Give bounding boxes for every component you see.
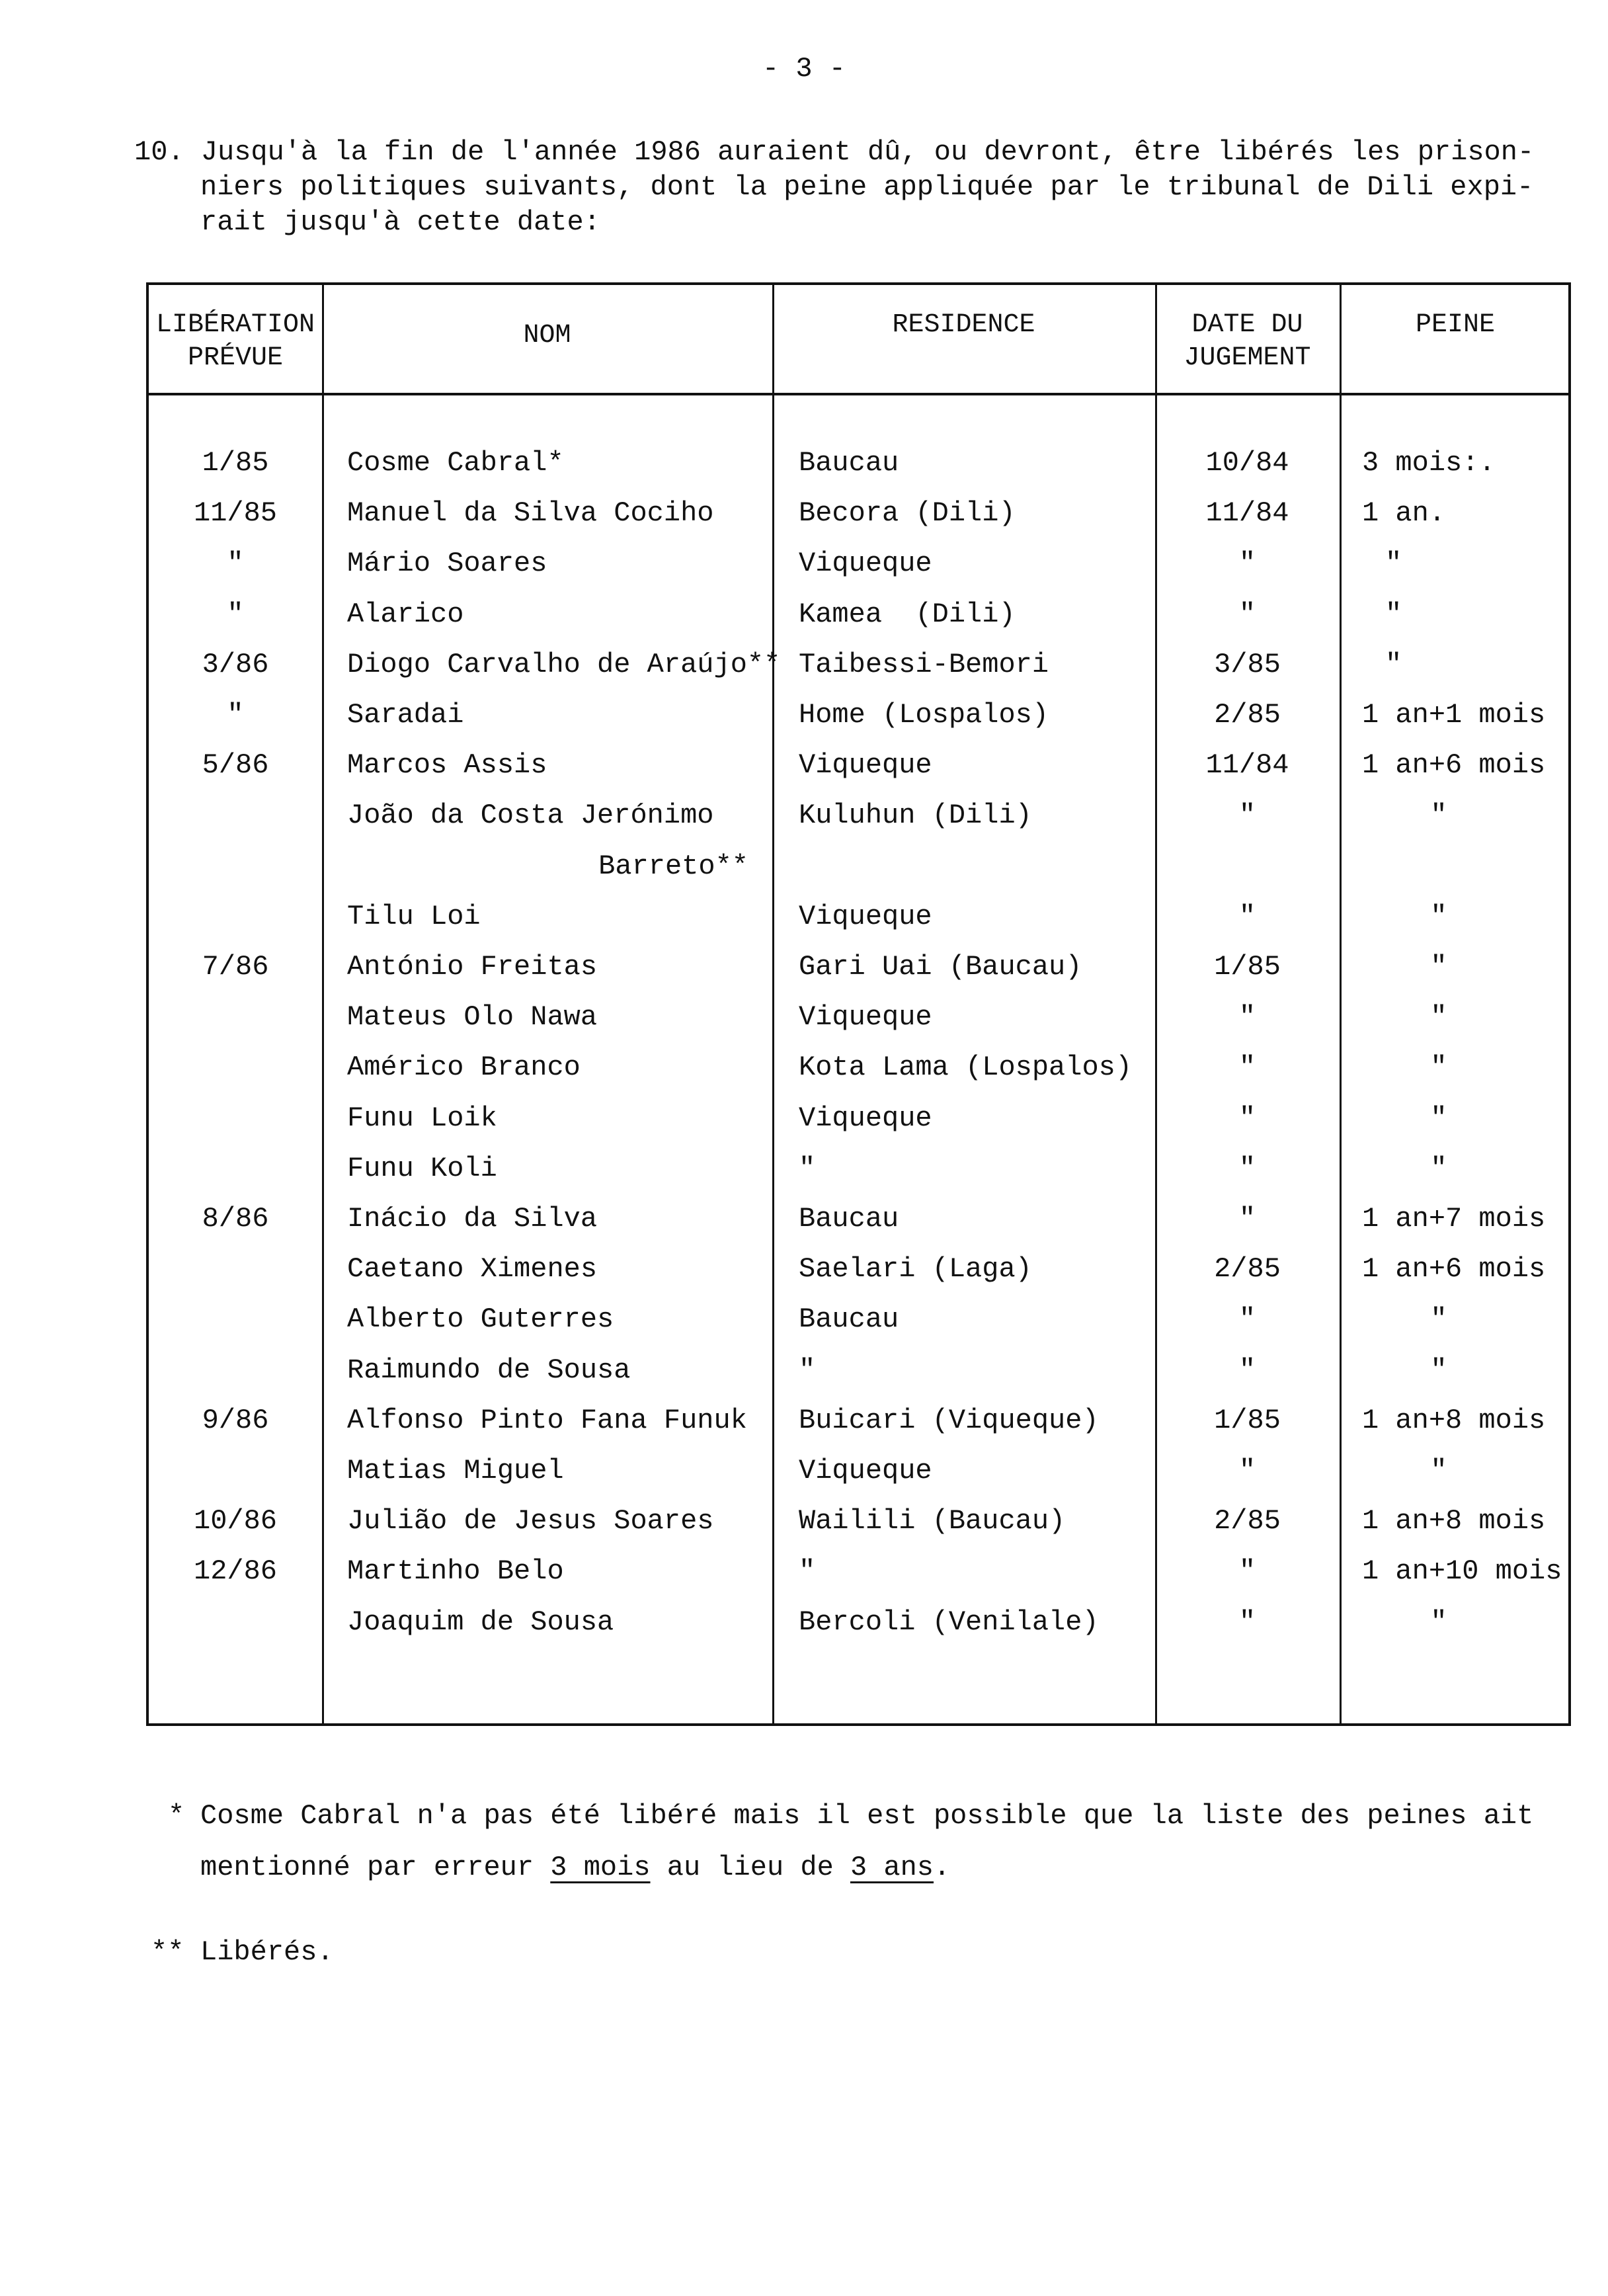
header-date-line-2: JUGEMENT — [1184, 343, 1311, 373]
header-residence: RESIDENCE — [892, 310, 1035, 340]
residence-cell: Wailili (Baucau) — [799, 1505, 1066, 1538]
name-cell: Américo Branco — [347, 1051, 581, 1084]
date-cell: 1/85 — [1214, 1404, 1281, 1436]
name-cell: Funu Koli — [347, 1152, 497, 1184]
column-divider — [322, 285, 324, 1723]
residence-cell: Viqueque — [799, 749, 932, 782]
column-divider — [772, 285, 774, 1723]
residence-cell: Viqueque — [799, 1455, 932, 1487]
peine-cell: " — [1385, 548, 1402, 580]
header-liberation — [149, 309, 322, 375]
date-cell: 10/84 — [1205, 447, 1289, 479]
peine-cell: " — [1430, 1102, 1447, 1134]
footnote-text: mentionné par erreur — [200, 1852, 551, 1883]
name-cell: Matias Miguel — [347, 1455, 564, 1487]
peine-cell: " — [1430, 1354, 1447, 1386]
date-cell: " — [1238, 1001, 1256, 1034]
residence-cell: Baucau — [799, 1303, 899, 1336]
residence-cell: Bercoli (Venilale) — [799, 1606, 1099, 1638]
liberation-cell: " — [227, 548, 244, 580]
intro-paragraph-line-2: niers politiques suivants, dont la peine appliquée par le tribunal de Dili expi- — [200, 171, 1534, 203]
peine-cell: 1 an+6 mois — [1362, 749, 1546, 782]
peine-cell: " — [1430, 1152, 1447, 1184]
residence-cell: " — [799, 1152, 816, 1184]
footnote-double-star-marker: ** — [151, 1936, 184, 1968]
residence-cell: Kuluhun (Dili) — [799, 800, 1032, 832]
liberation-cell: 9/86 — [202, 1404, 269, 1436]
date-cell: " — [1238, 548, 1256, 580]
peine-cell: 1 an+7 mois — [1362, 1203, 1546, 1235]
header-nom: NOM — [523, 321, 571, 350]
name-cell: Martinho Belo — [347, 1555, 564, 1588]
peine-cell: " — [1430, 1606, 1447, 1638]
header-liberation-line-1: LIBÉRATION — [155, 310, 315, 340]
peine-cell: " — [1430, 900, 1447, 932]
header-date-line-1: DATE DU — [1191, 310, 1303, 340]
name-cell: Funu Loik — [347, 1102, 497, 1134]
date-cell: " — [1238, 1152, 1256, 1184]
date-cell: " — [1238, 1051, 1256, 1084]
intro-paragraph-line-1: 10. Jusqu'à la fin de l'année 1986 auraient dû, ou devront, être libérés les prison- — [134, 136, 1535, 168]
peine-cell: 1 an. — [1362, 497, 1446, 530]
residence-cell: Taibessi-Bemori — [799, 648, 1049, 680]
residence-cell: Baucau — [799, 1203, 899, 1235]
header-date-jugement — [1155, 309, 1340, 375]
date-cell: " — [1238, 1102, 1256, 1134]
name-cell: Alarico — [347, 598, 464, 630]
date-cell: " — [1238, 1354, 1256, 1386]
residence-cell: Viqueque — [799, 548, 932, 580]
name-cell: Julião de Jesus Soares — [347, 1505, 714, 1538]
footnote-star-line-2 — [200, 1852, 950, 1883]
peine-cell: " — [1430, 951, 1447, 983]
liberation-cell: 3/86 — [202, 648, 269, 680]
liberation-cell: 8/86 — [202, 1203, 269, 1235]
peine-cell: 1 an+1 mois — [1362, 699, 1546, 731]
peine-cell: " — [1385, 648, 1402, 680]
date-cell: " — [1238, 1606, 1256, 1638]
header-liberation-line-2: PRÉVUE — [187, 343, 284, 373]
name-cell: Inácio da Silva — [347, 1203, 598, 1235]
date-cell: " — [1238, 900, 1256, 932]
name-cell: Marcos Assis — [347, 749, 547, 782]
name-cell: Cosme Cabral* — [347, 447, 564, 479]
liberation-cell: 10/86 — [193, 1505, 278, 1538]
peine-cell: " — [1430, 800, 1447, 832]
date-cell: " — [1238, 598, 1256, 630]
name-cell: Tilu Loi — [347, 900, 481, 932]
footnote-underlined-3-ans: 3 ans — [850, 1852, 934, 1883]
peine-cell: " — [1430, 1303, 1447, 1336]
peine-cell: " — [1385, 598, 1402, 630]
residence-cell: Gari Uai (Baucau) — [799, 951, 1082, 983]
name-cell: Raimundo de Sousa — [347, 1354, 631, 1386]
name-cell: Manuel da Silva Cociho — [347, 497, 714, 530]
name-cell: Diogo Carvalho de Araújo** — [347, 648, 781, 680]
name-cell: Alfonso Pinto Fana Funuk — [347, 1404, 747, 1436]
footnote-star-marker: * — [168, 1800, 185, 1832]
footnote-text: . — [934, 1852, 951, 1883]
name-cell: Joaquim de Sousa — [347, 1606, 614, 1638]
residence-cell: Kota Lama (Lospalos) — [799, 1051, 1133, 1084]
residence-cell: " — [799, 1354, 816, 1386]
footnote-underlined-3-mois: 3 mois — [550, 1852, 651, 1883]
liberation-cell: 5/86 — [202, 749, 269, 782]
date-cell: 11/84 — [1205, 749, 1289, 782]
name-cell: Saradai — [347, 699, 464, 731]
residence-cell: Viqueque — [799, 900, 932, 932]
liberation-cell: " — [227, 598, 244, 630]
name-cell: Barreto** — [598, 850, 748, 882]
residence-cell: Viqueque — [799, 1001, 932, 1034]
name-cell: Mário Soares — [347, 548, 547, 580]
date-cell: 2/85 — [1214, 1253, 1281, 1286]
peine-cell: 1 an+10 mois — [1362, 1555, 1562, 1588]
residence-cell: Saelari (Laga) — [799, 1253, 1032, 1286]
date-cell: 1/85 — [1214, 951, 1281, 983]
liberation-cell: " — [227, 699, 244, 731]
name-cell: António Freitas — [347, 951, 598, 983]
peine-cell: 1 an+8 mois — [1362, 1404, 1546, 1436]
footnote-double-star-text: Libérés. — [200, 1936, 334, 1968]
peine-cell: 3 mois:. — [1362, 447, 1496, 479]
footnote-star-line-1: Cosme Cabral n'a pas été libéré mais il est possible que la liste des peines ait — [200, 1800, 1534, 1832]
intro-paragraph-line-3: rait jusqu'à cette date: — [200, 206, 600, 238]
date-cell: " — [1238, 1303, 1256, 1336]
liberation-cell: 11/85 — [193, 497, 278, 530]
peine-cell: " — [1430, 1051, 1447, 1084]
peine-cell: " — [1430, 1001, 1447, 1034]
residence-cell: Home (Lospalos) — [799, 699, 1049, 731]
date-cell: " — [1238, 1455, 1256, 1487]
header-peine: PEINE — [1415, 310, 1496, 340]
residence-cell: Baucau — [799, 447, 899, 479]
residence-cell: Becora (Dili) — [799, 497, 1016, 530]
name-cell: Caetano Ximenes — [347, 1253, 598, 1286]
header-divider — [149, 393, 1568, 395]
residence-cell: Kamea (Dili) — [799, 598, 1016, 630]
name-cell: João da Costa Jerónimo — [347, 800, 714, 832]
date-cell: 11/84 — [1205, 497, 1289, 530]
liberation-cell: 7/86 — [202, 951, 269, 983]
page-number: - 3 - — [762, 53, 846, 85]
footnote-text: au lieu de — [650, 1852, 850, 1883]
name-cell: Alberto Guterres — [347, 1303, 614, 1336]
name-cell: Mateus Olo Nawa — [347, 1001, 598, 1034]
residence-cell: Buicari (Viqueque) — [799, 1404, 1099, 1436]
date-cell: " — [1238, 800, 1256, 832]
residence-cell: " — [799, 1555, 816, 1588]
peine-cell: " — [1430, 1455, 1447, 1487]
prisoner-release-table — [146, 282, 1571, 1726]
peine-cell: 1 an+6 mois — [1362, 1253, 1546, 1286]
date-cell: " — [1238, 1203, 1256, 1235]
date-cell: 2/85 — [1214, 1505, 1281, 1538]
date-cell: " — [1238, 1555, 1256, 1588]
residence-cell: Viqueque — [799, 1102, 932, 1134]
date-cell: 3/85 — [1214, 648, 1281, 680]
date-cell: 2/85 — [1214, 699, 1281, 731]
liberation-cell: 12/86 — [193, 1555, 278, 1588]
liberation-cell: 1/85 — [202, 447, 269, 479]
peine-cell: 1 an+8 mois — [1362, 1505, 1546, 1538]
